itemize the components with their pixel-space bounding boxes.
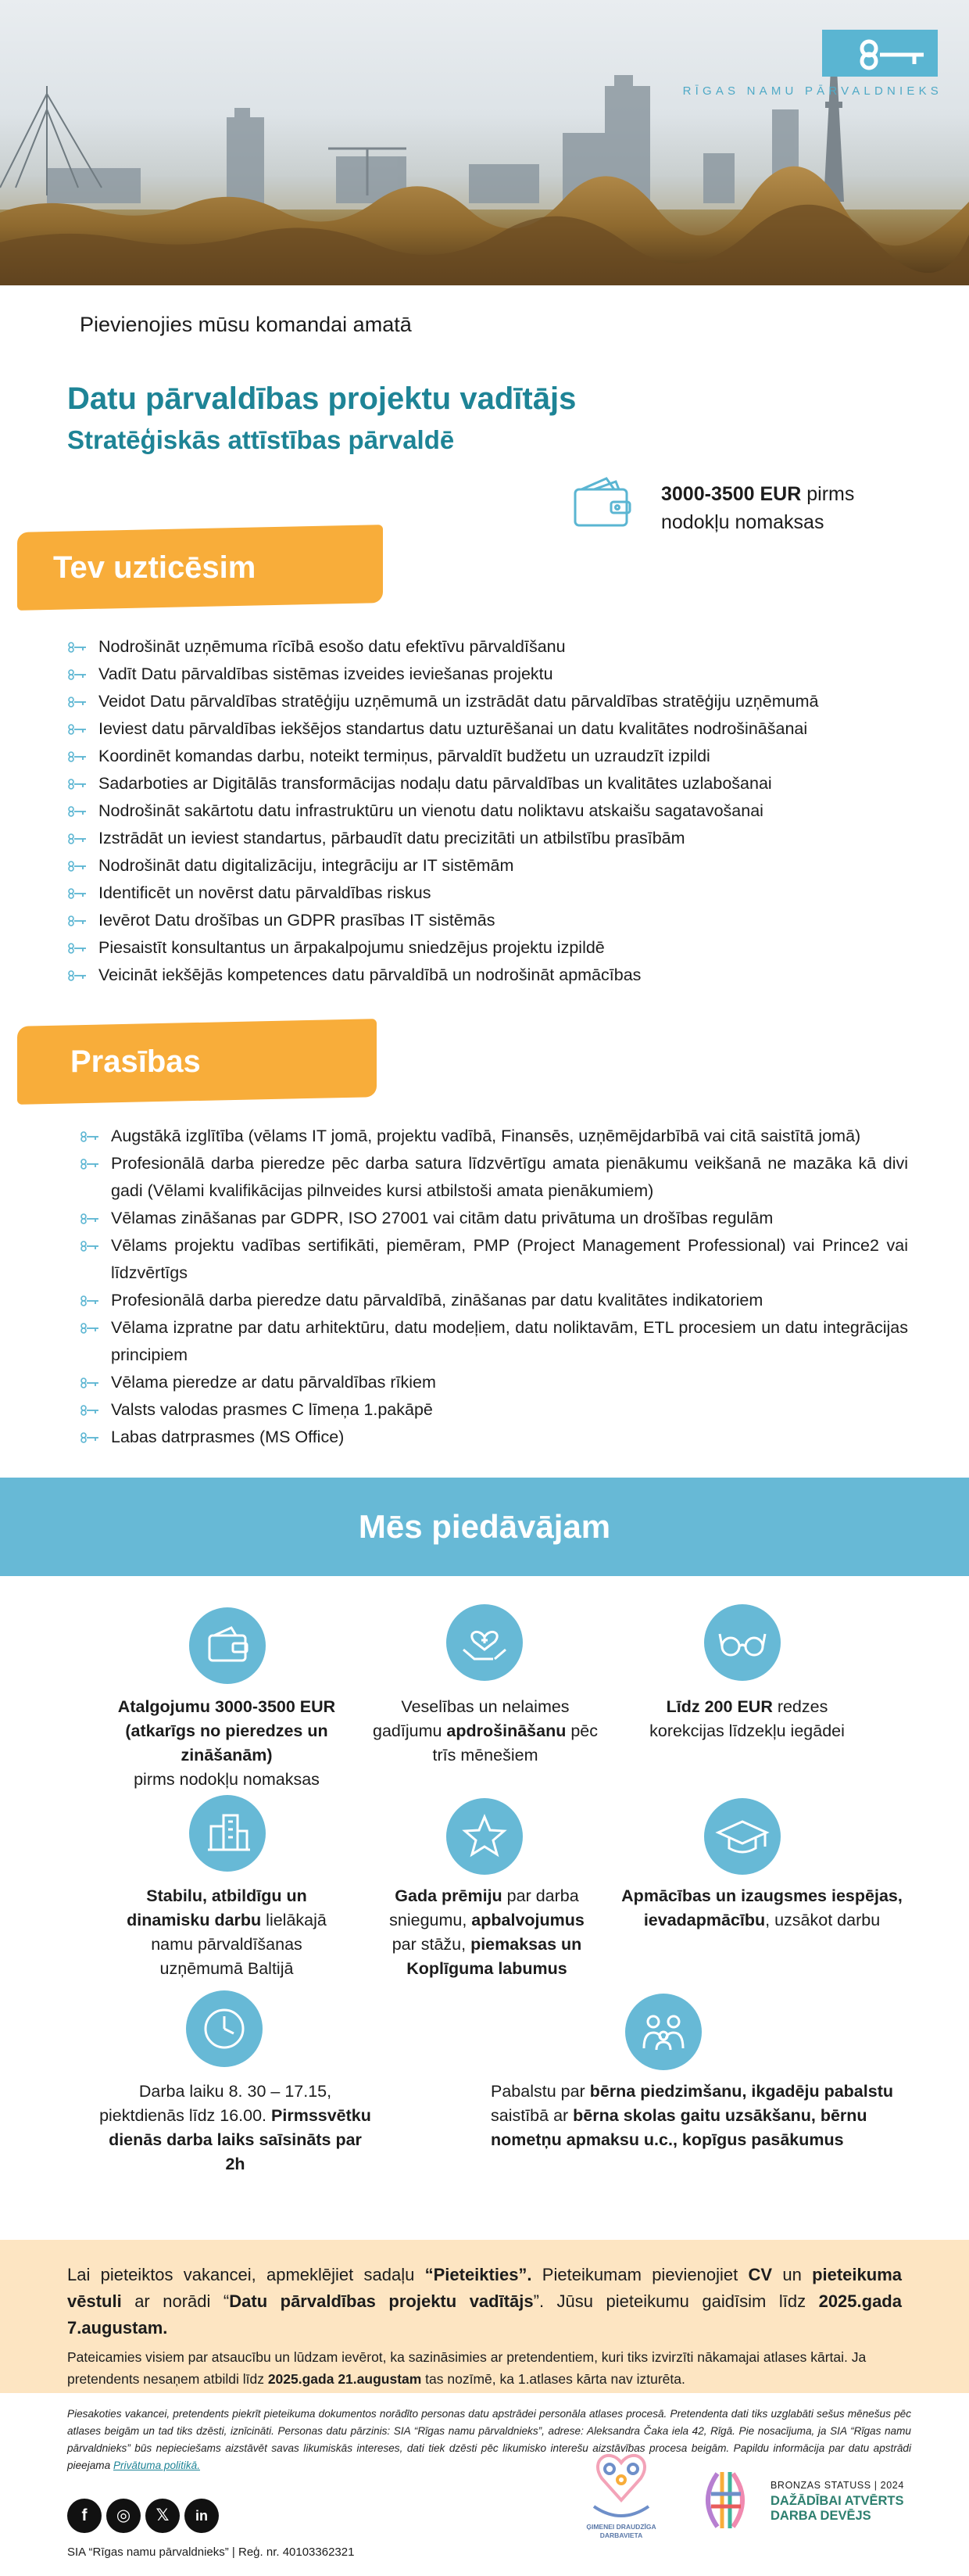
list-item xyxy=(80,1396,908,1424)
list-item-text: Profesionālā darba pieredze pēc darba satura līdzvērtīgu amata pienākumu veikšanā ne mazāka kā divi gadi (Vēlami kvalifikācijas pilnveides kursi atbilstoši amata pienākumiem) xyxy=(111,1154,908,1200)
list-item xyxy=(67,880,919,907)
key-bullet-icon xyxy=(67,778,88,790)
key-logo-icon xyxy=(822,30,938,77)
glasses-icon xyxy=(704,1604,781,1681)
apply-box xyxy=(0,2240,969,2393)
list-item xyxy=(67,934,919,962)
key-bullet-icon xyxy=(67,668,88,681)
key-bullet-icon xyxy=(67,723,88,736)
family-friendly-logo-icon xyxy=(578,2431,664,2525)
benefit-stable-work: Stabilu, atbildīgu un dinamisku darbu lielākajā namu pārvaldīšanas uzņēmumā Baltijā xyxy=(127,1886,327,1978)
key-bullet-icon xyxy=(80,1240,100,1252)
wallet-icon xyxy=(570,475,635,532)
diversity-title: DAŽĀDĪBAI ATVĒRTS DARBA DEVĒJS xyxy=(771,2494,904,2523)
facebook-icon[interactable]: f xyxy=(67,2499,102,2533)
key-bullet-icon xyxy=(67,969,88,982)
company-logo-text: RĪGAS NAMU PĀRVALDNIEKS xyxy=(682,84,942,98)
benefit-bonus: Gada prēmiju par darba sniegumu, apbalvojumus par stāžu, piemaksas un Koplīguma labumus xyxy=(389,1886,585,1978)
company-registration: SIA “Rīgas namu pārvaldnieks” | Reģ. nr. 40103362321 xyxy=(67,2546,355,2559)
benefit-working-hours: Darba laiku 8. 30 – 17.15, piektdienās līdz 16.00. Pirmssvētku dienās darba laiks saīsināts par 2h xyxy=(99,2082,371,2173)
requirements-list xyxy=(80,1123,908,1451)
city-icon xyxy=(189,1795,266,1872)
clock-icon xyxy=(186,1990,263,2067)
duties-title: Tev uzticēsim xyxy=(53,550,256,585)
key-bullet-icon xyxy=(67,860,88,872)
list-item xyxy=(80,1424,908,1451)
salary-suffix: pirms nodokļu nomaksas xyxy=(661,483,855,533)
department-subtitle: Stratēģiskās attīstības pārvaldē xyxy=(67,425,455,454)
offer-title: Mēs piedāvājam xyxy=(358,1508,611,1545)
key-bullet-icon xyxy=(80,1377,100,1389)
list-item xyxy=(80,1369,908,1396)
benefit-insurance: Veselības un nelaimes gadījumu apdrošināšanu pēc trīs mēnešiem xyxy=(373,1697,598,1765)
list-item xyxy=(80,1287,908,1314)
list-item-text: Piesaistīt konsultantus un ārpakalpojumu sniedzējus projektu izpildē xyxy=(98,938,605,957)
list-item-text: Vēlamas zināšanas par GDPR, ISO 27001 vai citām datu privātuma un drošības regulām xyxy=(111,1209,774,1227)
list-item-text: Koordinēt komandas darbu, noteikt termiņus, pārvaldīt budžetu un uzraudzīt izpildi xyxy=(98,747,710,765)
key-bullet-icon xyxy=(67,641,88,654)
salary-block xyxy=(570,475,930,538)
duties-list xyxy=(67,633,919,989)
list-item-text: Ieviest datu pārvaldības iekšējos standartus datu uzturēšanai un datu kvalitātes nodrošināšanai xyxy=(98,719,808,738)
list-item-text: Vēlama pieredze ar datu pārvaldības rīkiem xyxy=(111,1373,436,1392)
key-bullet-icon xyxy=(67,915,88,927)
offer-banner xyxy=(0,1478,969,1576)
list-item-text: Veicināt iekšējās kompetences datu pārvaldībā un nodrošināt apmācības xyxy=(98,966,642,984)
list-item-text: Sadarboties ar Digitālās transformācijas nodaļu datu pārvaldības un kvalitātes uzlabošanai xyxy=(98,774,772,793)
requirements-title: Prasības xyxy=(70,1044,201,1079)
list-item-text: Nodrošināt sakārtotu datu infrastruktūru un vienotu datu noliktavu atskaišu sagatavošanai xyxy=(98,801,763,820)
list-item xyxy=(67,661,919,688)
star-icon xyxy=(446,1798,523,1875)
graduation-cap-icon xyxy=(704,1798,781,1875)
list-item-text: Valsts valodas prasmes C līmeņa 1.pakāpē xyxy=(111,1400,433,1419)
list-item xyxy=(80,1123,908,1150)
benefit-glasses: Līdz 200 EUR redzes korekcijas līdzekļu iegādei xyxy=(649,1697,845,1740)
diversity-status: BRONZAS STATUSS | 2024 xyxy=(771,2480,904,2491)
salary-amount: 3000-3500 EUR xyxy=(661,483,802,505)
list-item-text: Izstrādāt un ieviest standartus, pārbaudīt datu precizitāti un atbilstību prasībām xyxy=(98,829,685,847)
list-item xyxy=(67,852,919,880)
list-item xyxy=(67,770,919,797)
list-item-text: Identificēt un novērst datu pārvaldības riskus xyxy=(98,883,431,902)
benefit-family: Pabalstu par bērna piedzimšanu, ikgadēju pabalstu saistībā ar bērna skolas gaitu uzsākšanu, bērnu nometņu apmaksu u.c., kopīgus pasākumus xyxy=(491,2082,893,2149)
list-item-text: Vēlama izpratne par datu arhitektūru, datu modeļiem, datu noliktavām, ETL procesiem un datu integrācijas principiem xyxy=(111,1318,908,1364)
diversity-logo-icon xyxy=(694,2469,756,2531)
key-bullet-icon xyxy=(67,805,88,818)
key-bullet-icon xyxy=(80,1322,100,1335)
key-bullet-icon xyxy=(80,1130,100,1143)
list-item xyxy=(80,1232,908,1287)
salary-text xyxy=(661,480,919,536)
key-bullet-icon xyxy=(67,942,88,955)
job-title: Datu pārvaldības projektu vadītājs xyxy=(67,382,577,416)
list-item-text: Vēlams projektu vadības sertifikāti, piemēram, PMP (Project Management Professional) vai Prince2 vai līdzvērtīgs xyxy=(111,1236,908,1282)
list-item-text: Veidot Datu pārvaldības stratēģiju uzņēmumā un izstrādāt datu pārvaldības stratēģiju uzņēmumā xyxy=(98,692,819,711)
company-logo xyxy=(661,23,942,109)
list-item xyxy=(67,633,919,661)
benefit-training: Apmācības un izaugsmes iespējas, ievadapmācību, uzsākot darbu xyxy=(621,1886,903,1929)
key-bullet-icon xyxy=(67,751,88,763)
list-item-text: Augstākā izglītība (vēlams IT jomā, projektu vadībā, Finansēs, uzņēmējdarbībā vai citā saistītā jomā) xyxy=(111,1127,861,1145)
health-hands-icon xyxy=(446,1604,523,1681)
x-icon[interactable]: 𝕏 xyxy=(145,2499,180,2533)
family-icon xyxy=(625,1994,702,2070)
list-item xyxy=(80,1314,908,1369)
key-bullet-icon xyxy=(80,1404,100,1417)
benefit-salary: Atalgojumu 3000-3500 EUR (atkarīgs no pieredzes un zināšanām) pirms nodokļu nomaksas xyxy=(117,1697,336,1789)
key-bullet-icon xyxy=(67,833,88,845)
list-item-text: Nodrošināt uzņēmuma rīcībā esošo datu efektīvu pārvaldīšanu xyxy=(98,637,566,656)
diversity-badge xyxy=(771,2480,942,2524)
list-item xyxy=(67,743,919,770)
list-item xyxy=(67,797,919,825)
instagram-icon[interactable]: ◎ xyxy=(106,2499,141,2533)
list-item xyxy=(67,907,919,934)
list-item-text: Ievērot Datu drošības un GDPR prasības IT sistēmās xyxy=(98,911,495,930)
privacy-notice: Piesakoties vakancei, pretendents piekrīt pieteikuma dokumentos norādīto personas datu apstrādei personāla atlases procesā. Pretendenta dati tiks uzglabāti sešus mēnešus pēc atlases beigām un tad tiks dzēsti, iznīcināti. Personas datu pārzinis: SIA “Rīgas namu pārvaldnieks”, adrese: Aleksandra Čaka iela 42, Rīgā. Pie nosacījuma, ja SIA “Rīgas namu pārvaldnieks” būs nepieciešams aizstāvēt savas likumiskās intereses, dati tiek dzēsti pēc likumisko interešu aizstāvības procesa beigām. Papildu informācija par datu apstrādi pieejama Privātuma politikā. xyxy=(67,2408,911,2471)
duties-header xyxy=(17,528,383,607)
key-bullet-icon xyxy=(80,1213,100,1225)
list-item-text: Profesionālā darba pieredze datu pārvaldībā, zināšanas par datu kvalitātes indikatoriem xyxy=(111,1291,763,1309)
list-item xyxy=(80,1205,908,1232)
list-item xyxy=(67,715,919,743)
key-bullet-icon xyxy=(80,1431,100,1444)
list-item xyxy=(67,962,919,989)
key-bullet-icon xyxy=(67,887,88,900)
wallet-icon xyxy=(189,1607,266,1684)
key-bullet-icon xyxy=(67,696,88,708)
list-item-text: Vadīt Datu pārvaldības sistēmas izveides ieviešanas projektu xyxy=(98,665,553,683)
family-friendly-badge-text: ĢIMENEI DRAUDZĪGA DARBAVIETA xyxy=(586,2523,656,2539)
list-item xyxy=(67,825,919,852)
key-bullet-icon xyxy=(80,1158,100,1170)
list-item-text: Nodrošināt datu digitalizāciju, integrāciju ar IT sistēmām xyxy=(98,856,514,875)
list-item xyxy=(80,1150,908,1205)
requirements-header xyxy=(17,1023,377,1101)
key-bullet-icon xyxy=(80,1295,100,1307)
list-item-text: Labas datrprasmes (MS Office) xyxy=(111,1428,345,1446)
privacy-policy-link[interactable]: Privātuma politikā. xyxy=(113,2460,201,2471)
hero-banner xyxy=(0,0,969,285)
linkedin-icon[interactable]: in xyxy=(184,2499,219,2533)
apply-instructions: Lai pieteiktos vakancei, apmeklējiet sadaļu “Pieteikties”. Pieteikumam pievienojiet CV un pieteikuma vēstuli ar norādi “Datu pārvaldības projektu vadītājs”. Jūsu pieteikumu gaidīsim līdz 2025.gada 7.augustam. xyxy=(67,2265,902,2338)
list-item xyxy=(67,688,919,715)
intro-text: Pievienojies mūsu komandai amatā xyxy=(80,313,412,336)
apply-note: Pateicamies visiem par atsaucību un lūdzam ievērot, ka sazināsimies ar pretendentiem, kuri tiks izvirzīti nākamajai atlases kārtai. Ja pretendents nesaņem atbildi līdz 2025.gada 21.augustam tas nozīmē, ka 1.atlases kārta nav izturēta. xyxy=(67,2349,867,2387)
